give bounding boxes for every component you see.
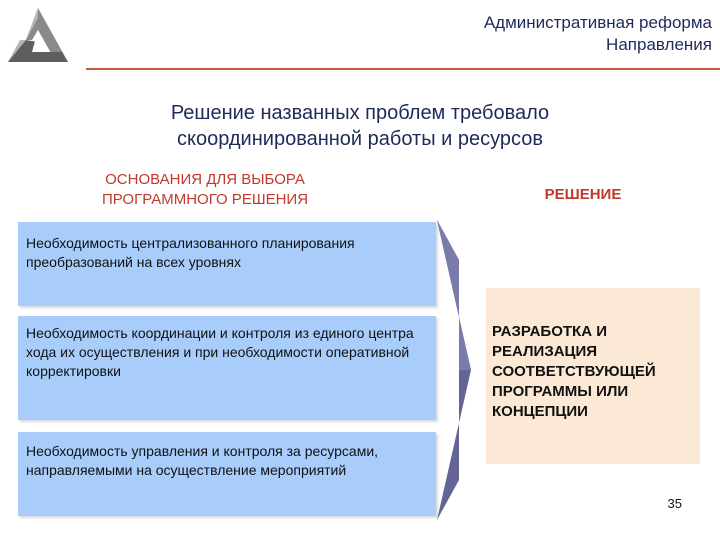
reason-box-resource-control: Необходимость управления и контроля за ресурсами, направляемыми на осуществление мероприятий bbox=[18, 432, 436, 516]
header-divider bbox=[86, 68, 720, 70]
solution-line-2: РЕАЛИЗАЦИЯ bbox=[492, 343, 598, 360]
reason-box-coordination-control: Необходимость координации и контроля из единого центра хода их осуществления и при необходимости оперативной корректировки bbox=[18, 316, 436, 420]
slide-title bbox=[60, 100, 660, 152]
header-title: Административная реформа bbox=[483, 13, 712, 32]
solution-text bbox=[492, 322, 698, 422]
slide-header bbox=[292, 12, 712, 56]
solution-line-3: СООТВЕТСТВУЮЩЕЙ bbox=[492, 363, 656, 380]
solution-line-1: РАЗРАБОТКА И bbox=[492, 323, 607, 340]
reasons-heading-line-1: ОСНОВАНИЯ ДЛЯ ВЫБОРА bbox=[105, 171, 305, 188]
solution-line-5: КОНЦЕПЦИИ bbox=[492, 403, 588, 420]
header-subtitle: Направления bbox=[606, 35, 712, 54]
slide-title-line-2: скоординированной работы и ресурсов bbox=[177, 128, 543, 150]
reason-box-centralized-planning: Необходимость централизованного планирования преобразований на всех уровнях bbox=[18, 222, 436, 306]
reasons-heading bbox=[40, 170, 370, 210]
page-number: 35 bbox=[667, 496, 682, 511]
slide-title-line-1: Решение названных проблем требовало bbox=[170, 102, 550, 124]
solution-heading: РЕШЕНИЕ bbox=[544, 186, 622, 203]
impossible-triangle-logo bbox=[6, 6, 70, 68]
solution-line-4: ПРОГРАММЫ ИЛИ bbox=[492, 383, 629, 400]
reasons-heading-line-2: ПРОГРАММНОГО РЕШЕНИЯ bbox=[101, 191, 309, 208]
right-arrow-icon bbox=[437, 220, 471, 520]
